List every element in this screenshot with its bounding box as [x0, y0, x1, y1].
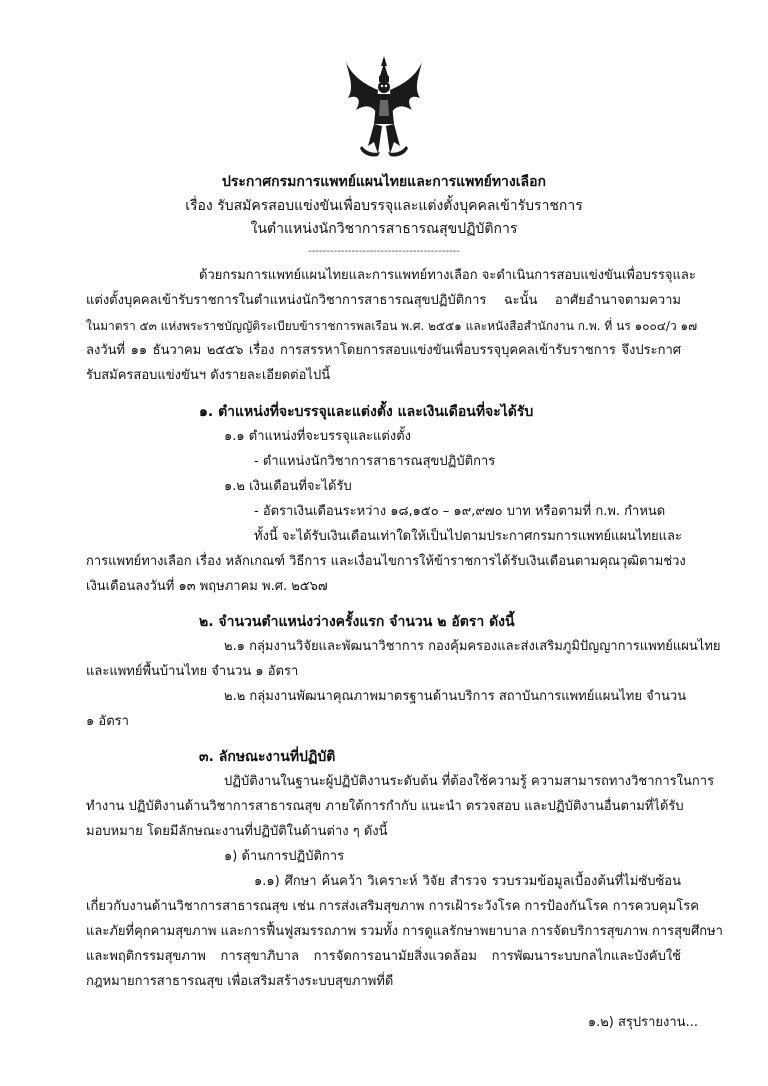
- section-1-heading: ๑. ตำแหน่งที่จะบรรจุและแต่งตั้ง และเงินเดือนที่จะได้รับ: [199, 404, 534, 420]
- intro-line-1: ด้วยกรมการแพทย์แผนไทยและการแพทย์ทางเลือก จะดำเนินการสอบแข่งขันเพื่อบรรจุและ: [199, 268, 696, 283]
- section-2-1-line-2: และแพทย์พื้นบ้านไทย จำนวน ๑ อัตรา: [86, 664, 299, 679]
- section-1-1-label: ๑.๑ ตำแหน่งที่จะบรรจุและแต่งตั้ง: [224, 429, 411, 444]
- section-2-heading: ๒. จำนวนตำแหน่งว่างครั้งแรก จำนวน ๒ อัตรา ดังนี้: [199, 614, 515, 630]
- section-3-1-1-line-1: ๑.๑) ศึกษา ค้นคว้า วิเคราะห์ วิจัย สำรวจ รวบรวมข้อมูลเบื้องต้นที่ไม่ซับซ้อน: [254, 874, 681, 889]
- announcement-title: ประกาศกรมการแพทย์แผนไทยและการแพทย์ทางเลือก: [221, 174, 547, 190]
- section-1-note-line-1: ทั้งนี้ จะได้รับเงินเดือนเท่าใดให้เป็นไปตามประกาศกรมการแพทย์แผนไทยและ: [254, 529, 682, 544]
- section-1-2-item: - อัตราเงินเดือนระหว่าง ๑๘,๑๕๐ – ๑๙,๙๗๐ บาท หรือตามที่ ก.พ. กำหนด: [254, 504, 666, 519]
- section-2-1-line-1: ๒.๑ กลุ่มงานวิจัยและพัฒนาวิชาการ กองคุ้มครองและส่งเสริมภูมิปัญญาการแพทย์แผนไทย: [224, 639, 721, 654]
- announcement-subject-line-1: เรื่อง รับสมัครสอบแข่งขันเพื่อบรรจุและแต่งตั้งบุคคลเข้ารับราชการ: [185, 198, 583, 214]
- section-2-2-line-2: ๑ อัตรา: [86, 714, 129, 729]
- intro-line-3: ในมาตรา ๕๓ แห่งพระราชบัญญัติระเบียบข้าราชการพลเรือน พ.ศ. ๒๕๕๑ และหนังสือสำนักงาน ก.พ. ที่ นร ๑๐๐๔/ว ๑๗: [86, 319, 698, 333]
- section-3-1-1-line-5: กฎหมายการสาธารณสุข เพื่อเสริมสร้างระบบสุขภาพที่ดี: [86, 974, 394, 989]
- section-1-note-line-3: เงินเดือนลงวันที่ ๑๓ พฤษภาคม พ.ศ. ๒๕๖๗: [86, 579, 328, 594]
- section-3-1-label: ๑) ด้านการปฏิบัติการ: [224, 849, 345, 864]
- section-1-note-line-2: การแพทย์ทางเลือก เรื่อง หลักเกณฑ์ วิธีการ และเงื่อนไขการให้ข้าราชการได้รับเงินเดือนตามคุณวุฒิตามช่วง: [86, 554, 686, 569]
- section-1-1-item: - ตำแหน่งนักวิชาการสาธารณสุขปฏิบัติการ: [254, 454, 496, 469]
- intro-line-5: รับสมัครสอบแข่งขันฯ ดังรายละเอียดต่อไปนี้: [86, 368, 331, 383]
- section-3-para-line-1: ปฏิบัติงานในฐานะผู้ปฏิบัติงานระดับต้น ที่ต้องใช้ความรู้ ความสามารถทางวิชาการในการ: [224, 774, 715, 789]
- section-3-heading: ๓. ลักษณะงานที่ปฏิบัติ: [199, 749, 336, 765]
- continuation-note: ๑.๒) สรุปรายงาน...: [587, 1015, 698, 1030]
- section-3-para-line-3: มอบหมาย โดยมีลักษณะงานที่ปฏิบัติในด้านต่าง ๆ ดังนี้: [86, 824, 388, 839]
- section-3-1-1-line-3: และภัยที่คุกคามสุขภาพ และการฟื้นฟูสมรรถภาพ รวมทั้ง การดูแลรักษาพยาบาล การจัดบริการสุขภาพ การสุขศึกษา: [86, 924, 723, 939]
- section-3-para-line-2: ทำงาน ปฏิบัติงานด้านวิชาการสาธารณสุข ภายใต้การกำกับ แนะนำ ตรวจสอบ และปฏิบัติงานอื่นตามที่ได้รับ: [86, 799, 684, 814]
- section-2-2-line-1: ๒.๒ กลุ่มงานพัฒนาคุณภาพมาตรฐานด้านบริการ สถาบันการแพทย์แผนไทย จำนวน: [224, 689, 687, 704]
- intro-line-4: ลงวันที่ ๑๑ ธันวาคม ๒๕๕๖ เรื่อง การสรรหาโดยการสอบแข่งขันเพื่อบรรจุบุคคลเข้ารับราชการ จึงประกาศ: [86, 343, 681, 358]
- intro-line-2: แต่งตั้งบุคคลเข้ารับราชการในตำแหน่งนักวิชาการสาธารณสุขปฏิบัติการ ฉะนั้น อาศัยอำนาจตามความ: [86, 293, 681, 308]
- section-1-2-label: ๑.๒ เงินเดือนที่จะได้รับ: [224, 479, 352, 494]
- section-3-1-1-line-2: เกี่ยวกับงานด้านวิชาการสาธารณสุข เช่น การส่งเสริมสุขภาพ การเฝ้าระวังโรค การป้องกันโรค การควบคุมโรค: [86, 899, 699, 914]
- title-divider: ------------------------------------------: [308, 246, 460, 257]
- section-3-1-1-line-4: และพฤติกรรมสุขภาพ การสุขาภิบาล การจัดการอนามัยสิ่งแวดล้อม การพัฒนาระบบกลไกและบังคับใช้: [86, 949, 681, 964]
- garuda-emblem-icon: [344, 54, 424, 158]
- announcement-subject-line-2: ในตำแหน่งนักวิชาการสาธารณสุขปฏิบัติการ: [250, 221, 518, 237]
